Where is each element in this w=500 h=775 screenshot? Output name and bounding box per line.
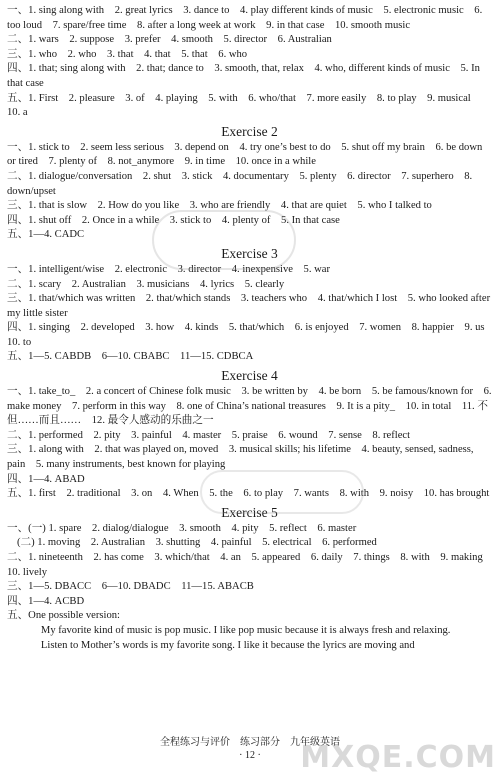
exercise-4-section (7, 366, 492, 502)
ex2-part-2: 二、1. dialogue/conversation 2. shut 3. stick 4. documentary 5. plenty 6. director 7. superhero 8. down/upset (7, 170, 473, 197)
ex3-part-2: 二、1. scary 2. Australian 3. musicians 4. lyrics 5. clearly (7, 278, 285, 290)
ex2-part-1: 一、1. stick to 2. seem less serious 3. depend on 4. try one’s best to do 5. shut off my brain 6. be down or tired 7. plenty of 8. not_anymore 9. in time 10. once in a while (7, 141, 483, 168)
page-number: · 12 · (239, 750, 261, 761)
ex1-part-3: 三、1. who 2. who 3. that 4. that 5. that 6. who (7, 48, 248, 60)
ex5-part-1b: (二) 1. moving 2. Australian 3. shutting 4. painful 5. electrical 6. performed (17, 537, 377, 549)
ex4-part-5: 五、1. first 2. traditional 3. on 4. When 5. the 6. to play 7. wants 8. with 9. noisy 10. has brought (7, 488, 490, 500)
ex4-part-3: 三、1. along with 2. that was played on, moved 3. musical skills; his lifetime 4. beauty, sensed, sadness, pain 5. many instruments, best known for playing (7, 444, 474, 471)
ex1-part-1: 一、1. sing along with 2. great lyrics 3. dance to 4. play different kinds of music 5. electronic music 6. too loud 7. spare/free time 8. after a long week at work 9. in that case 10. smooth music (7, 5, 483, 31)
essay-paragraph-1: My favorite kind of music is pop music. I like pop music because it is always fresh and relaxing. (40, 624, 451, 636)
ex3-part-3: 三、1. that/which was written 2. that/which stands 3. teachers who 4. that/which I lost 5. who looked after my little sister (7, 293, 491, 319)
ex5-part-5: 五、One possible version: (7, 610, 120, 622)
model-essay (7, 624, 492, 653)
ex4-part-4: 四、1—4. ABAD (7, 473, 85, 485)
ex2-part-5: 五、1—4. CADC (7, 229, 85, 241)
ex3-part-4: 四、1. singing 2. developed 3. how 4. kinds 5. that/which 6. is enjoyed 7. women 8. happier 9. us 10. to (7, 322, 496, 348)
exercise-3-section (7, 244, 496, 365)
ex5-part-3: 三、1—5. DBACC 6—10. DBADC 11—15. ABACB (7, 581, 254, 593)
ex1-part-2: 二、1. wars 2. suppose 3. prefer 4. smooth 5. director 6. Australian (7, 34, 332, 46)
ex1-part-4: 四、1. that; sing along with 2. that; dance to 3. smooth, that, relax 4. who, different kinds of music 5. In that case (7, 63, 480, 89)
exercise-5-heading: Exercise 5 (221, 504, 278, 520)
ex4-part-2: 二、1. performed 2. pity 3. painful 4. master 5. praise 6. wound 7. sense 8. reflect (7, 429, 411, 441)
ex3-part-1: 一、1. intelligent/wise 2. electronic 3. director 4. inexpensive 5. war (7, 263, 331, 275)
exercise-2-section (7, 122, 492, 243)
ex5-part-2: 二、1. nineteenth 2. has come 3. which/that 4. an 5. appeared 6. daily 7. things 8. with 9. making 10. lively (7, 552, 494, 578)
site-watermark: MXQE.COM (300, 740, 496, 775)
ex2-part-3: 三、1. that is slow 2. How do you like 3. who are friendly 4. that are quiet 5. who I talked to (7, 200, 432, 212)
ex5-part-1a: 一、(一) 1. spare 2. dialog/dialogue 3. smooth 4. pity 5. reflect 6. master (7, 522, 357, 534)
essay-paragraph-2: Listen to Mother’s words is my favorite song. I like it because the lyrics are moving and (40, 639, 415, 651)
exercise-4-heading: Exercise 4 (221, 368, 278, 384)
footer-book-title: 全程练习与评价 练习部分 九年级英语 (160, 737, 340, 748)
ex3-part-5: 五、1—5. CABDB 6—10. CBABC 11—15. CDBCA (7, 351, 254, 363)
exercise-5-section (7, 503, 492, 653)
ex5-part-4: 四、1—4. ACBD (7, 595, 85, 607)
exercise-2-heading: Exercise 2 (221, 123, 278, 139)
ex2-part-4: 四、1. shut off 2. Once in a while 3. stick to 4. plenty of 5. In that case (7, 214, 340, 226)
exercise-1-section (7, 4, 492, 121)
ex1-part-5: 五、1. First 2. pleasure 3. of 4. playing 5. with 6. who/that 7. more easily 8. to play 9. musical 10. a (7, 92, 482, 119)
exercise-3-heading: Exercise 3 (221, 245, 278, 261)
ex4-part-1: 一、1. take_to_ 2. a concert of Chinese folk music 3. be written by 4. be born 5. be famous/known for 6. make money 7. perform in this way 8. one of China’s national treasures 9. It is a pity_ 10. in total 11. 不但……而且…… 12. 最令人感动的乐曲之一 (7, 386, 492, 427)
